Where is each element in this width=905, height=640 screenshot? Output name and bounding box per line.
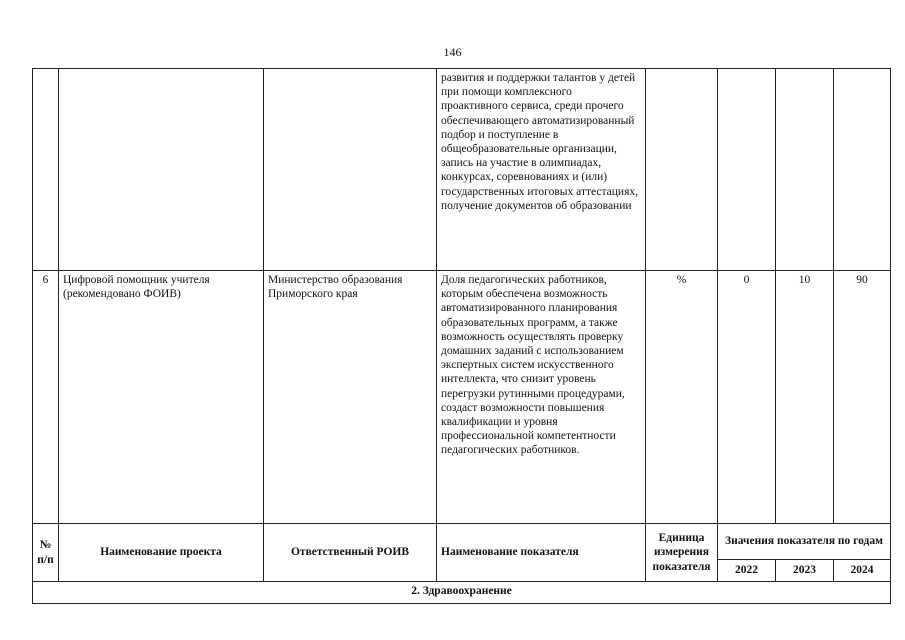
value-2024: [834, 69, 891, 271]
responsible-body: [264, 69, 437, 271]
header-year-2022: 2022: [718, 560, 776, 582]
unit: [646, 69, 718, 271]
responsible-body: Министерство образования Приморского края: [264, 271, 437, 524]
unit: %: [646, 271, 718, 524]
value-2024: 90: [834, 271, 891, 524]
section-title: 2. Здравоохранение: [33, 582, 891, 604]
header-project: Наименование проекта: [59, 524, 264, 582]
indicator-name: Доля педагогических работников, которым обеспечена возможность автоматизированного планирования образовательных программ, а также возможность осуществлять проверку домашних заданий с использованием экспертных систем искусственного интеллекта, что снизит уровень перегрузки рутинными процедурами, создаст возможности повышения квалификации и уровня профессиональной компетентности педагогических работников.: [437, 271, 646, 524]
value-2023: 10: [776, 271, 834, 524]
header-unit: Единица измерения показателя: [646, 524, 718, 582]
header-values: Значения показателя по годам: [718, 524, 891, 560]
header-indicator: Наименование показателя: [437, 524, 646, 582]
header-responsible: Ответственный РОИВ: [264, 524, 437, 582]
row-number: 6: [33, 271, 59, 524]
header-year-2023: 2023: [776, 560, 834, 582]
project-name: [59, 69, 264, 271]
indicator-name: развития и поддержки талантов у детей при помощи комплексного проактивного сервиса, среди прочего обеспечивающего автоматизированный подбор и поступление в общеобразовательные организации, запись на участие в олимпиадах, конкурсах, соревнованиях и (или) государственных итоговых аттестациях, получение документов об образовании: [437, 69, 646, 271]
project-name: Цифровой помощник учителя (рекомендовано ФОИВ): [59, 271, 264, 524]
value-2022: 0: [718, 271, 776, 524]
header-year-2024: 2024: [834, 560, 891, 582]
value-2023: [776, 69, 834, 271]
table-header-row: [33, 524, 891, 560]
table-row: [33, 69, 891, 271]
table-row: [33, 271, 891, 524]
section-row: [33, 582, 891, 604]
page-number: 146: [443, 45, 462, 59]
indicators-table: [32, 68, 891, 604]
header-num: № п/п: [33, 524, 59, 582]
row-number: [33, 69, 59, 271]
value-2022: [718, 69, 776, 271]
